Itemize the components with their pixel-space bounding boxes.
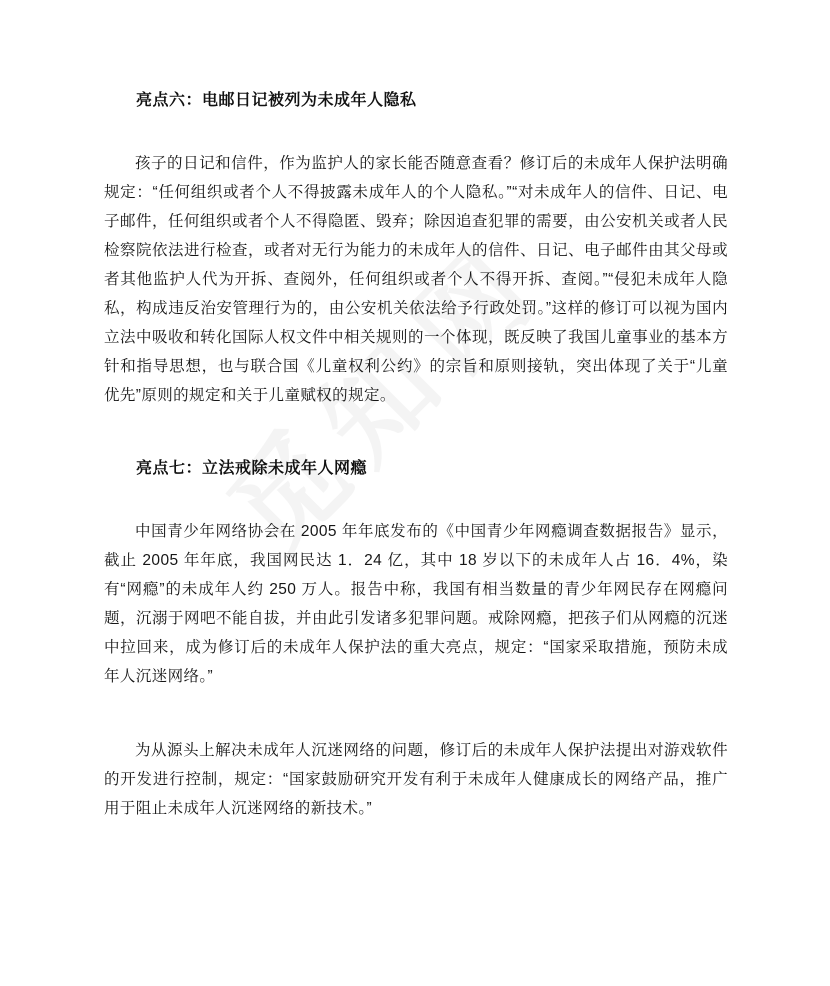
paragraph-privacy: 孩子的日记和信件，作为监护人的家长能否随意查看？修订后的未成年人保护法明确规定：“任何组织或者个人不得披露未成年人的个人隐私。”“对未成年人的信件、日记、电子邮件，任何组织或者个人不得隐匿、毁弃；除因追查犯罪的需要，由公安机关或者人民检察院依法进行检查，或者对无行为能力的未成年人的信件、日记、电子邮件由其父母或者其他监护人代为开拆、查阅外，任何组织或者个人不得开拆、查阅。”“侵犯未成年人隐私，构成违反治安管理行为的，由公安机关依法给予行政处罚。”这样的修订可以视为国内立法中吸收和转化国际人权文件中相关规则的一个体现，既反映了我国儿童事业的基本方针和指导思想，也与联合国《儿童权利公约》的宗旨和原则接轨，突出体现了关于“儿童优先”原则的规定和关于儿童赋权的规定。 bbox=[104, 155, 728, 404]
paragraph-internet-addiction: 中国青少年网络协会在 2005 年年底发布的《中国青少年网瘾调查数据报告》显示，截止 2005 年年底，我国网民达 1．24 亿，其中 18 岁以下的未成年人占 16．4%，染有“网瘾”的未成年人约 250 万人。报告中称，我国有相当数量的青少年网民存在网瘾问题，沉溺于网吧不能自拔，并由此引发诸多犯罪问题。戒除网瘾，把孩子们从网瘾的沉迷中拉回来，成为修订后的未成年人保护法的重大亮点，规定：“国家采取措施，预防未成年人沉迷网络。” bbox=[104, 523, 728, 685]
document-content bbox=[104, 86, 728, 823]
paragraph-game-software: 为从源头上解决未成年人沉迷网络的问题，修订后的未成年人保护法提出对游戏软件的开发进行控制，规定：“国家鼓励研究开发有利于未成年人健康成长的网络产品，推广用于阻止未成年人沉迷网络的新技术。” bbox=[104, 742, 728, 817]
section-heading-six: 亮点六：电邮日记被列为未成年人隐私 bbox=[136, 92, 417, 109]
section-heading-seven: 亮点七：立法戒除未成年人网瘾 bbox=[136, 460, 368, 477]
